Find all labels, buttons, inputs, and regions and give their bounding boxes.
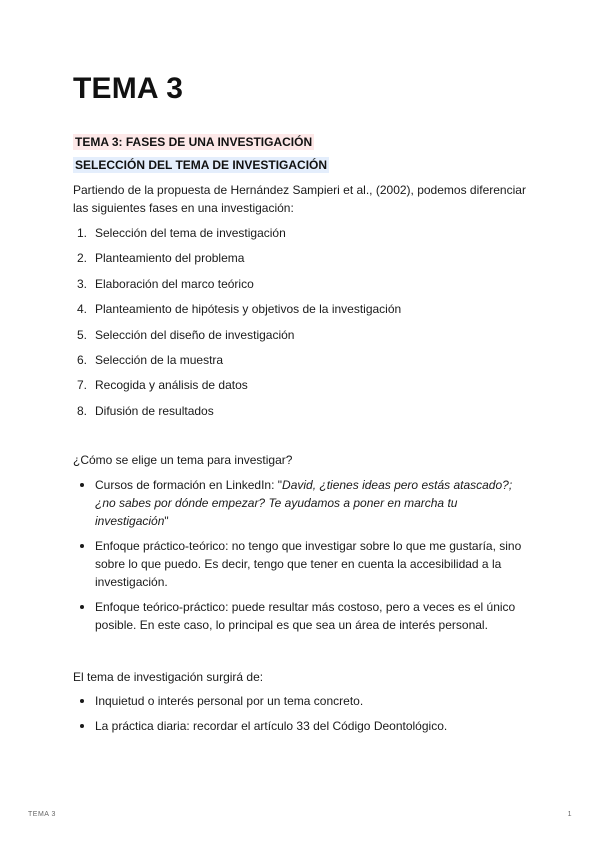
list-item-text: Planteamiento del problema <box>95 251 245 266</box>
list-item-text: Enfoque práctico-teórico: no tengo que investigar sobre lo que me gustaría, sino sobre lo que puedo. Es decir, tengo que tener en cuenta la accesibilidad a la investigación. <box>95 539 522 589</box>
list-item <box>73 537 533 591</box>
list-item <box>73 351 401 376</box>
list-item <box>73 692 533 710</box>
question-paragraph: ¿Cómo se elige un tema para investigar? <box>73 453 293 467</box>
document-title: TEMA 3 <box>73 72 184 105</box>
list-item <box>73 326 401 351</box>
bullet-icon <box>80 544 84 548</box>
list-number: 7. <box>77 378 88 393</box>
list-item <box>73 275 401 300</box>
list-item-text: Selección de la muestra <box>95 352 224 367</box>
list-item <box>73 598 533 634</box>
list-item-text: Elaboración del marco teórico <box>95 276 254 291</box>
phases-list <box>73 224 401 427</box>
list-item-text: Selección del tema de investigación <box>95 226 286 240</box>
list-item <box>73 249 401 274</box>
list-item <box>73 476 533 530</box>
list-item <box>73 402 401 427</box>
heading-topic-selection: SELECCIÓN DEL TEMA DE INVESTIGACIÓN <box>75 158 328 172</box>
list-item-text: Cursos de formación en LinkedIn: " <box>95 478 283 492</box>
list-number: 8. <box>77 403 88 418</box>
list-item-text: La práctica diaria: recordar el artículo 33 del Código Deontológico. <box>95 719 448 733</box>
list-item-text: Recogida y análisis de datos <box>95 378 248 393</box>
bullet-icon <box>80 699 84 703</box>
heading-phases: TEMA 3: FASES DE UNA INVESTIGACIÓN <box>75 135 313 149</box>
origin-paragraph: El tema de investigación surgirá de: <box>73 670 264 684</box>
list-number: 1. <box>77 226 88 240</box>
list-item <box>73 376 401 401</box>
footer-document-title: TEMA 3 <box>28 811 56 818</box>
list-item-text: Enfoque teórico-práctico: puede resultar más costoso, pero a veces es el único posible. En este caso, lo principal es que sea un área de interés personal. <box>95 600 516 632</box>
list-item-text: Planteamiento de hipótesis y objetivos de la investigación <box>95 302 402 317</box>
list-item <box>73 717 533 735</box>
footer-page-number: 1 <box>567 811 572 818</box>
list-number: 2. <box>77 251 88 266</box>
list-number: 3. <box>77 276 88 291</box>
bullet-icon <box>80 724 84 728</box>
bullet-icon <box>80 483 84 487</box>
list-number: 5. <box>77 327 88 342</box>
list-item-text: Selección del diseño de investigación <box>95 327 295 342</box>
list-item-text: Difusión de resultados <box>95 403 214 418</box>
list-number: 4. <box>77 302 88 317</box>
list-item <box>73 224 401 249</box>
origins-list <box>73 692 533 742</box>
list-item <box>73 300 401 325</box>
intro-paragraph: Partiendo de la propuesta de Hernández Sampieri et al., (2002), podemos diferenciar las siguientes fases en una investigación: <box>73 183 526 215</box>
bullet-icon <box>80 605 84 609</box>
approaches-list <box>73 476 533 641</box>
list-item-text: Inquietud o interés personal por un tema concreto. <box>95 694 364 708</box>
list-item-italic-text: David, ¿tienes ideas pero estás atascado?; ¿no sabes por dónde empezar? Te ayudamos a poner en marcha tu investigación <box>95 478 513 528</box>
list-item-suffix: " <box>164 514 169 528</box>
list-number: 6. <box>77 352 88 367</box>
